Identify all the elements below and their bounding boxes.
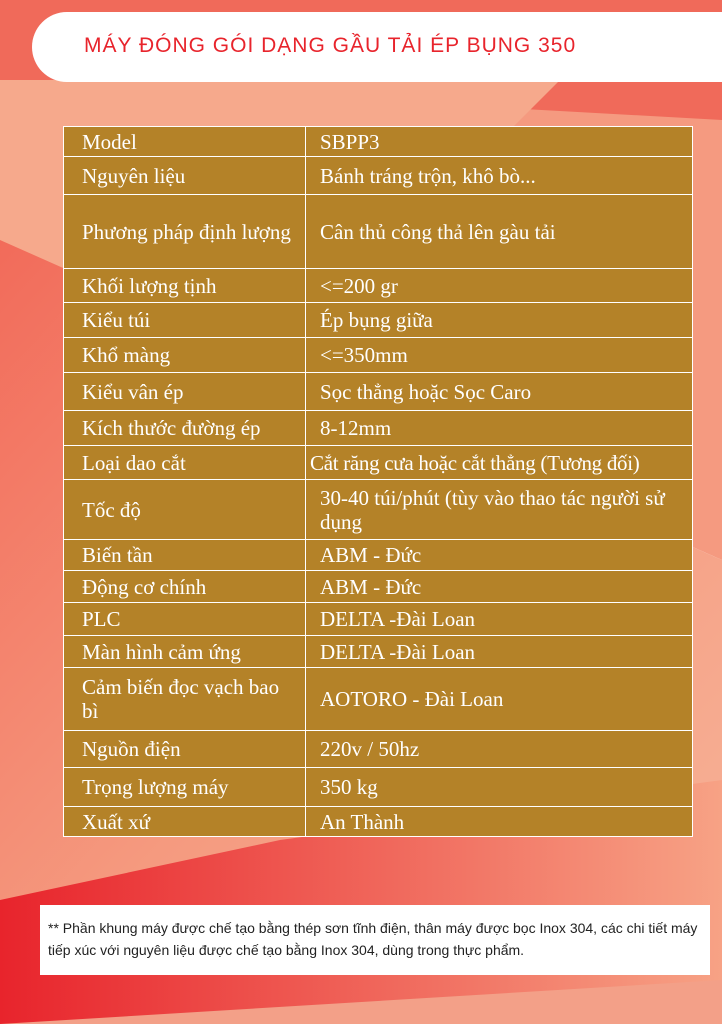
table-row xyxy=(64,636,693,668)
spec-table xyxy=(63,126,693,837)
spec-value: AOTORO - Đài Loan xyxy=(306,668,693,731)
spec-label: Nguyên liệu xyxy=(64,157,306,195)
table-row xyxy=(64,480,693,540)
spec-label: Kiểu túi xyxy=(64,303,306,338)
spec-value: Cắt răng cưa hoặc cắt thẳng (Tương đối) xyxy=(306,446,693,480)
spec-value: DELTA -Đài Loan xyxy=(306,636,693,668)
spec-value: 8-12mm xyxy=(306,411,693,446)
spec-label: Trọng lượng máy xyxy=(64,768,306,807)
spec-value: Cân thủ công thả lên gàu tải xyxy=(306,195,693,269)
table-row xyxy=(64,571,693,603)
spec-value: DELTA -Đài Loan xyxy=(306,603,693,636)
spec-label: Phương pháp định lượng xyxy=(64,195,306,269)
table-row xyxy=(64,373,693,411)
footnote: ** Phần khung máy được chế tạo bằng thép sơn tĩnh điện, thân máy được bọc Inox 304, các chi tiết máy tiếp xúc với nguyên liệu được chế tạo bằng Inox 304, dùng trong thực phẩm. xyxy=(40,905,710,975)
spec-label: Khổ màng xyxy=(64,338,306,373)
spec-label: Tốc độ xyxy=(64,480,306,540)
spec-label: Loại dao cắt xyxy=(64,446,306,480)
table-row xyxy=(64,731,693,768)
spec-label: Màn hình cảm ứng xyxy=(64,636,306,668)
spec-value: <=350mm xyxy=(306,338,693,373)
table-row xyxy=(64,269,693,303)
table-row xyxy=(64,768,693,807)
spec-value: 350 kg xyxy=(306,768,693,807)
table-row xyxy=(64,603,693,636)
spec-value: ABM - Đức xyxy=(306,571,693,603)
spec-value: An Thành xyxy=(306,807,693,837)
spec-value: SBPP3 xyxy=(306,127,693,157)
table-row xyxy=(64,303,693,338)
table-row xyxy=(64,338,693,373)
table-row xyxy=(64,668,693,731)
spec-label: Nguồn điện xyxy=(64,731,306,768)
spec-value: ABM - Đức xyxy=(306,540,693,571)
table-row xyxy=(64,446,693,480)
spec-label: PLC xyxy=(64,603,306,636)
spec-value: Bánh tráng trộn, khô bò... xyxy=(306,157,693,195)
table-row xyxy=(64,157,693,195)
spec-label: Kiểu vân ép xyxy=(64,373,306,411)
table-row xyxy=(64,195,693,269)
spec-value: 220v / 50hz xyxy=(306,731,693,768)
spec-value: Ép bụng giữa xyxy=(306,303,693,338)
spec-label: Biến tần xyxy=(64,540,306,571)
spec-value: Sọc thẳng hoặc Sọc Caro xyxy=(306,373,693,411)
spec-label: Kích thước đường ép xyxy=(64,411,306,446)
table-row xyxy=(64,127,693,157)
spec-value: <=200 gr xyxy=(306,269,693,303)
spec-label: Cảm biến đọc vạch bao bì xyxy=(64,668,306,731)
spec-value: 30-40 túi/phút (tùy vào thao tác người sử dụng xyxy=(306,480,693,540)
spec-label: Động cơ chính xyxy=(64,571,306,603)
spec-label: Khối lượng tịnh xyxy=(64,269,306,303)
page-title: MÁY ĐÓNG GÓI DẠNG GẦU TẢI ÉP BỤNG 350 xyxy=(84,34,577,57)
spec-label: Xuất xứ xyxy=(64,807,306,837)
spec-label: Model xyxy=(64,127,306,157)
table-row xyxy=(64,807,693,837)
table-row xyxy=(64,540,693,571)
table-row xyxy=(64,411,693,446)
